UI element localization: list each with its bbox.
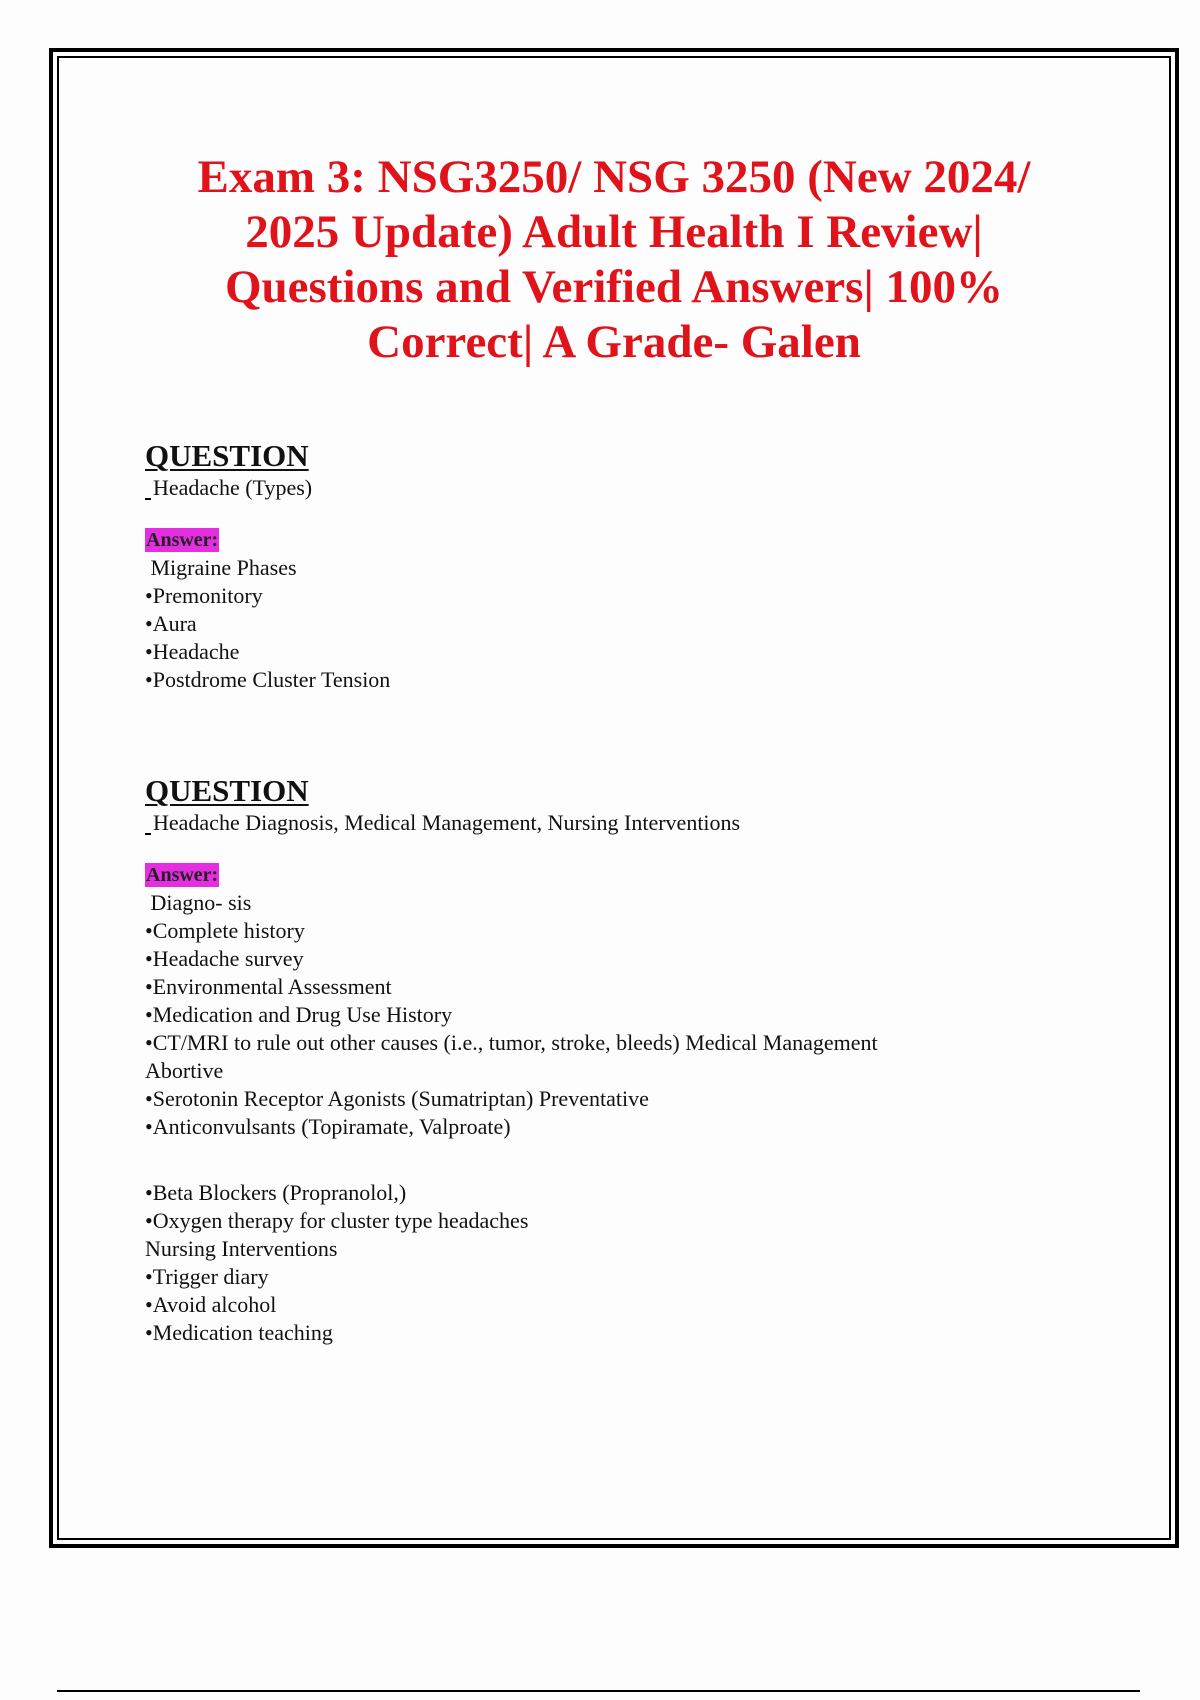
- answer-line: •Aura: [145, 611, 197, 636]
- answer-line: •Environmental Assessment: [145, 974, 392, 999]
- answer-label: Answer:: [146, 529, 219, 551]
- answer-line: •Serotonin Receptor Agonists (Sumatriptan) Preventative: [145, 1086, 649, 1111]
- paragraph-gap: [145, 1141, 1125, 1177]
- answer-list: [145, 889, 1125, 1141]
- question-heading: QUESTION: [145, 773, 309, 808]
- page-border: [49, 48, 1179, 1548]
- question-text: Headache (Types): [145, 474, 1125, 502]
- answer-line: Migraine Phases: [145, 555, 297, 580]
- page-inner-border: [57, 56, 1171, 1540]
- answer-line: •Headache: [145, 639, 240, 664]
- answer-line: Nursing Interventions: [145, 1236, 338, 1261]
- answer-label: Answer:: [146, 864, 219, 886]
- answer-line: •Oxygen therapy for cluster type headaches: [145, 1208, 529, 1233]
- question-text: Headache Diagnosis, Medical Management, Nursing Interventions: [145, 809, 1125, 837]
- answer-line: •Postdrome Cluster Tension: [145, 667, 391, 692]
- answer-list-continued: [145, 1179, 1125, 1347]
- question-block-1: [145, 440, 1125, 694]
- answer-line: •Anticonvulsants (Topiramate, Valproate): [145, 1114, 511, 1139]
- answer-line: •Avoid alcohol: [145, 1292, 277, 1317]
- answer-line: •Complete history: [145, 918, 305, 943]
- answer-line: Diagno- sis: [145, 890, 252, 915]
- document-title: Exam 3: NSG3250/ NSG 3250 (New 2024/ 2025 Update) Adult Health I Review| Questions and Verified Answers| 100% Correct| A Grade- Galen: [197, 151, 1031, 368]
- answer-line: •Medication and Drug Use History: [145, 1002, 453, 1027]
- answer-line: Abortive: [145, 1058, 224, 1083]
- answer-line: •Headache survey: [145, 946, 304, 971]
- answer-list: [145, 554, 1125, 694]
- next-page-border-top: [57, 1690, 1140, 1692]
- answer-line: •Premonitory: [145, 583, 263, 608]
- answer-line: •Medication teaching: [145, 1320, 333, 1345]
- question-heading: QUESTION: [145, 438, 309, 473]
- question-block-2: [145, 775, 1125, 1347]
- answer-line: •Beta Blockers (Propranolol,): [145, 1180, 407, 1205]
- answer-line: •CT/MRI to rule out other causes (i.e., tumor, stroke, bleeds) Medical Management: [145, 1030, 878, 1055]
- answer-line: •Trigger diary: [145, 1264, 269, 1289]
